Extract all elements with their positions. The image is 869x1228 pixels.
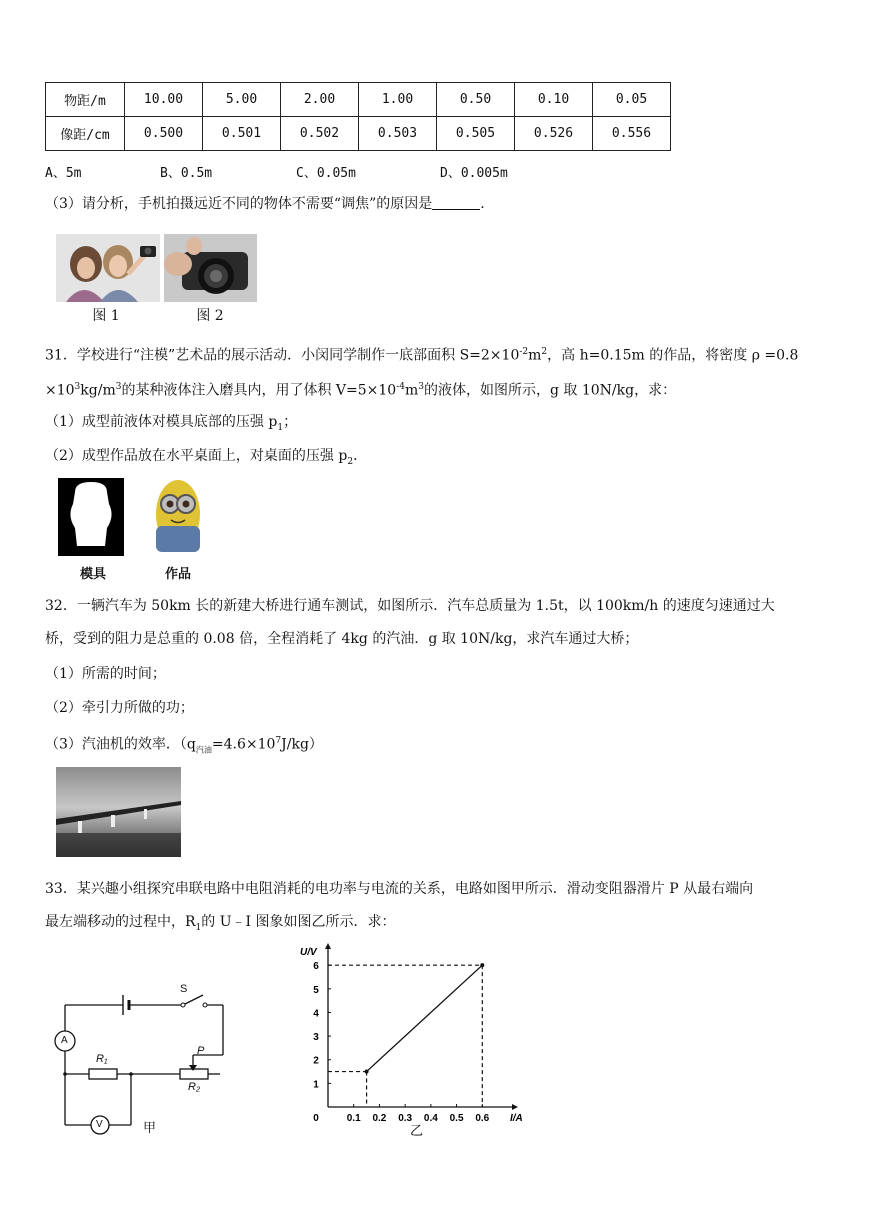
- question-32-sub-3: [45, 731, 323, 760]
- r1-label: R₁: [96, 1053, 108, 1065]
- x-axis-label: I/A: [510, 1113, 522, 1124]
- data-point: [365, 1070, 369, 1074]
- chart-caption: 乙: [410, 1124, 424, 1139]
- x-tick-label: 0.3: [398, 1113, 413, 1124]
- text: 的液体，如图所示，g 取 10N/kg，求：: [424, 382, 677, 399]
- text: m: [528, 347, 542, 364]
- text: m: [404, 382, 419, 399]
- row-header-image-distance: 像距/cm: [46, 117, 125, 151]
- exponent: -2: [519, 347, 529, 357]
- table-cell: 2.00: [281, 83, 359, 117]
- x-tick-label: 0.5: [449, 1113, 464, 1124]
- table-row: [46, 117, 671, 151]
- y-tick-label: 3: [313, 1032, 319, 1044]
- slider-p-label: P: [197, 1045, 205, 1057]
- exponent: 7: [275, 736, 282, 746]
- answer-blank: [432, 195, 480, 210]
- series-line: [367, 965, 483, 1071]
- x-tick-label: 0.6: [475, 1113, 490, 1124]
- table-cell: 0.556: [593, 117, 671, 151]
- y-tick-label: 5: [313, 984, 319, 996]
- question-31-line-2: [45, 377, 676, 401]
- figure-1-caption: 图 1: [92, 308, 120, 324]
- subscript: 1: [277, 422, 284, 433]
- option-a: A、5m: [45, 166, 82, 181]
- question-32-line-1: 32．一辆汽车为 50km 长的新建大桥进行通车测试，如图所示．汽车总质量为 1.5t，以 100km/h 的速度匀速通过大: [45, 598, 775, 614]
- row-header-object-distance: 物距/m: [46, 83, 125, 117]
- table-cell: 1.00: [359, 83, 437, 117]
- question-3-end: .: [480, 196, 485, 212]
- question-31-sub-1: [45, 412, 297, 438]
- text: J/kg）: [281, 736, 323, 753]
- table-cell: 0.05: [593, 83, 671, 117]
- mold-caption: 模具: [79, 567, 106, 582]
- text: ．: [353, 448, 368, 464]
- table-cell: 0.500: [125, 117, 203, 151]
- subscript: 2: [347, 456, 354, 467]
- distance-table: [45, 82, 671, 151]
- question-32-sub-1: （1）所需的时间；: [45, 666, 166, 682]
- exponent: 3: [418, 382, 424, 392]
- voltmeter-label: V: [96, 1119, 103, 1130]
- exponent: 3: [74, 382, 81, 392]
- option-b: B、0.5m: [160, 166, 213, 181]
- exponent: -4: [396, 382, 405, 392]
- text: ×10: [45, 382, 75, 399]
- subscript: 1: [195, 922, 202, 933]
- y-tick-label: 6: [313, 961, 319, 973]
- exponent: 3: [115, 382, 122, 392]
- table-cell: 10.00: [125, 83, 203, 117]
- table-cell: 5.00: [203, 83, 281, 117]
- circuit-diagram: [45, 985, 245, 1135]
- x-axis-arrow: [512, 1104, 518, 1110]
- x-tick-label: 0.4: [423, 1113, 438, 1124]
- y-tick-label: 1: [313, 1079, 319, 1091]
- y-tick-label: 4: [313, 1008, 319, 1020]
- table-cell: 0.502: [281, 117, 359, 151]
- ui-graph: [290, 943, 522, 1143]
- text: （1）成型前液体对模具底部的压强 p: [45, 414, 278, 430]
- table-cell: 0.505: [437, 117, 515, 151]
- question-33-line-1: 33．某兴趣小组探究串联电路中电阻消耗的电功率与电流的关系，电路如图甲所示．滑动变阻器滑片 P 从最右端向: [45, 881, 754, 897]
- subscript: 汽油: [195, 745, 212, 755]
- table-cell: 0.526: [515, 117, 593, 151]
- question-32-sub-2: （2）牵引力所做的功；: [45, 700, 194, 716]
- mold-and-artwork-figure: [55, 470, 205, 582]
- table-cell: 0.50: [437, 83, 515, 117]
- r2-label: R₂: [188, 1081, 201, 1093]
- bridge-photo: [56, 767, 181, 857]
- text: （3）汽油机的效率．（q: [45, 736, 196, 753]
- figure-2-caption: 图 2: [196, 308, 224, 324]
- text: 最左端移动的过程中，R: [45, 914, 196, 930]
- text: ，高 h=0.15m 的作品，将密度 ρ =0.8: [547, 347, 799, 364]
- ui-graph-svg: [290, 943, 522, 1143]
- switch-label: S: [180, 983, 188, 995]
- data-point: [480, 963, 484, 967]
- text: kg/m: [80, 382, 116, 399]
- x-tick-label: 0.2: [372, 1113, 387, 1124]
- text: （2）成型作品放在水平桌面上，对桌面的压强 p: [45, 448, 348, 464]
- question-3-line: [45, 194, 485, 214]
- artwork-caption: 作品: [164, 567, 191, 582]
- table-cell: 0.10: [515, 83, 593, 117]
- question-3-text: （3）请分析，手机拍摄远近不同的物体不需要“调焦”的原因是: [45, 196, 433, 212]
- question-32-line-2: 桥，受到的阻力是总重的 0.08 倍，全程消耗了 4kg 的汽油．g 取 10N/kg，求汽车通过大桥；: [45, 631, 639, 647]
- question-31-line-1: [45, 342, 798, 366]
- option-c: C、0.05m: [296, 166, 356, 181]
- table-cell: 0.503: [359, 117, 437, 151]
- text: 31．学校进行“注模”艺术品的展示活动．小闵同学制作一底部面积 S=2×10: [45, 347, 520, 364]
- y-tick-label: 2: [313, 1055, 319, 1067]
- text: ；: [283, 414, 298, 430]
- ammeter-label: A: [61, 1035, 68, 1046]
- text: 的某种液体注入磨具内，用了体积 V=5×10: [121, 382, 397, 399]
- x-tick-label: 0: [313, 1113, 319, 1124]
- y-axis-label: U/V: [300, 947, 317, 958]
- table-cell: 0.501: [203, 117, 281, 151]
- text: 的 U﹣I 图象如图乙所示．求：: [201, 914, 396, 930]
- option-d: D、0.005m: [440, 166, 508, 181]
- circuit-caption: 甲: [143, 1121, 157, 1136]
- y-axis-arrow: [325, 943, 331, 949]
- figure-2-camera-photo: [164, 234, 257, 302]
- exponent: 2: [541, 347, 548, 357]
- question-33-line-2: [45, 912, 396, 938]
- x-tick-label: 0.1: [346, 1113, 361, 1124]
- figure-1-selfie-photo: [56, 234, 160, 302]
- circuit-wires: [45, 985, 245, 1135]
- table-row: [46, 83, 671, 117]
- question-31-sub-2: [45, 446, 367, 472]
- text: =4.6×10: [211, 736, 276, 753]
